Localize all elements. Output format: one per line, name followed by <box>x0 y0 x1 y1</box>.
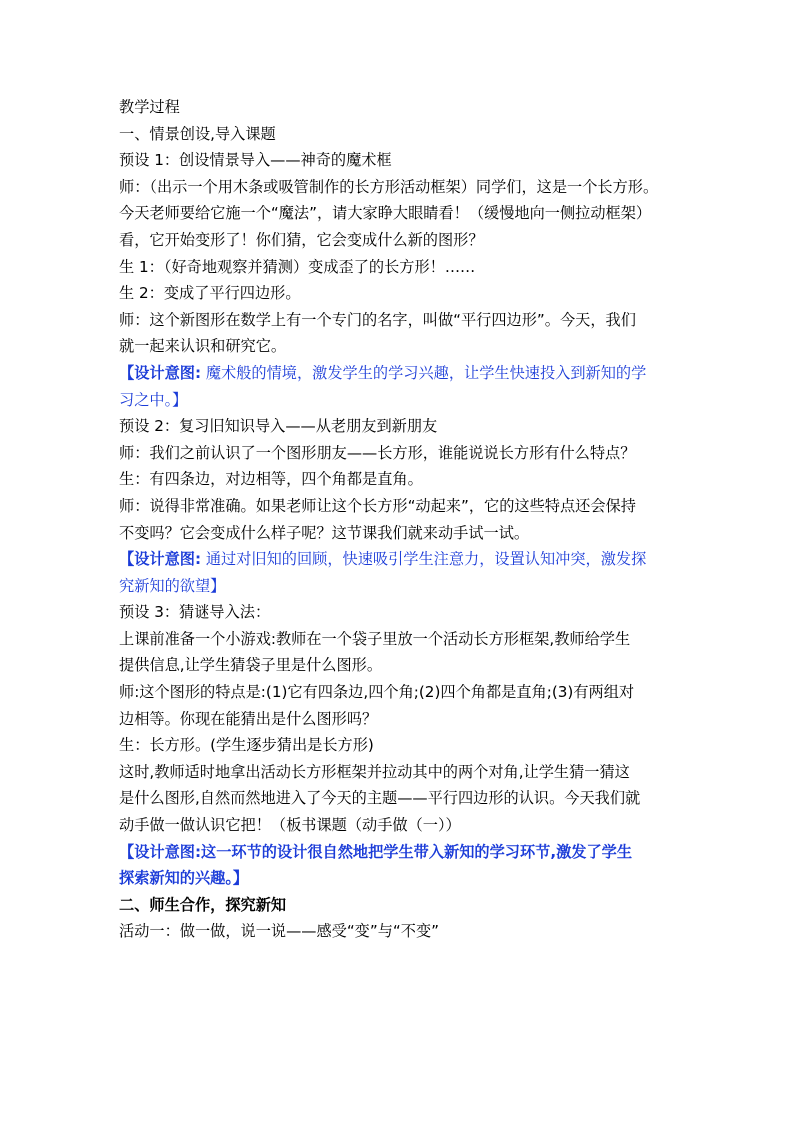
text-line-28 <box>119 812 689 839</box>
text-line-31 <box>119 892 689 919</box>
line-text: 是什么图形,自然而然地进入了今天的主题——平行四边形的认识。今天我们就 <box>119 789 641 808</box>
text-line-5 <box>119 200 689 227</box>
text-line-3 <box>119 147 689 174</box>
design-intent-label: 【设计意图: <box>119 363 202 382</box>
text-line-23 <box>119 679 689 706</box>
text-line-22 <box>119 652 689 679</box>
line-text: 通过对旧知的回顾，快速吸引学生注意力，设置认知冲突，激发探 <box>201 550 647 569</box>
line-text: 预设 3：猜谜导入法： <box>119 603 271 622</box>
line-text: 看，它开始变形了！你们猜，它会变成什么新的图形？ <box>119 230 484 249</box>
text-line-32 <box>119 918 689 945</box>
line-text: 师：（出示一个用木条或吸管制作的长方形活动框架）同学们，这是一个长方形。 <box>119 177 659 196</box>
line-text: 探索新知的兴趣。】 <box>119 869 249 888</box>
line-text: 一、情景创设,导入课题 <box>119 124 276 143</box>
line-text: 上课前准备一个小游戏:教师在一个袋子里放一个活动长方形框架,教师给学生 <box>119 629 631 648</box>
text-line-14 <box>119 440 689 467</box>
line-text: 【设计意图:这一环节的设计很自然地把学生带入新知的学习环节,激发了学生 <box>119 842 633 861</box>
line-text: 这时,教师适时地拿出活动长方形框架并拉动其中的两个对角,让学生猜一猜这 <box>119 762 630 781</box>
text-line-8 <box>119 280 689 307</box>
line-text: 师：我们之前认识了一个图形朋友——长方形，谁能说说长方形有什么特点？ <box>119 443 636 462</box>
text-line-4 <box>119 174 689 201</box>
line-text: 习之中。】 <box>119 390 188 409</box>
text-line-19 <box>119 573 689 600</box>
line-text: 生 2：变成了平行四边形。 <box>119 284 301 303</box>
line-text: 边相等。你现在能猜出是什么图形吗？ <box>119 709 378 728</box>
text-line-1 <box>119 94 689 121</box>
line-text: 今天老师要给它施一个“魔法”，请大家睁大眼睛看！（缓慢地向一侧拉动框架） <box>119 204 652 223</box>
document-body <box>119 94 689 945</box>
text-line-29 <box>119 839 689 866</box>
text-line-7 <box>119 254 689 281</box>
text-line-11 <box>119 360 689 387</box>
text-line-30 <box>119 865 689 892</box>
line-text: 教学过程 <box>119 98 180 116</box>
line-text: 生：有四条边，对边相等，四个角都是直角。 <box>119 470 423 489</box>
line-text: 师:这个图形的特点是:(1)它有四条边,四个角;(2)四个角都是直角;(3)有两组对 <box>119 683 635 702</box>
text-line-15 <box>119 466 689 493</box>
text-line-12 <box>119 387 689 414</box>
line-text: 二、师生合作，探究新知 <box>119 895 287 914</box>
line-text: 预设 1：创设情景导入——神奇的魔术框 <box>119 151 392 170</box>
text-line-10 <box>119 333 689 360</box>
line-text: 魔术般的情境，激发学生的学习兴趣，让学生快速投入到新知的学 <box>201 363 647 382</box>
text-line-16 <box>119 493 689 520</box>
line-text: 活动一：做一做，说一说——感受“变”与“不变” <box>119 922 440 941</box>
text-line-21 <box>119 626 689 653</box>
line-text: 究新知的欲望】 <box>119 576 226 595</box>
text-line-6 <box>119 227 689 254</box>
text-line-17 <box>119 520 689 547</box>
text-line-18 <box>119 546 689 573</box>
text-line-2 <box>119 121 689 148</box>
line-text: 师：这个新图形在数学上有一个专门的名字，叫做“平行四边形”。今天，我们 <box>119 310 636 329</box>
line-text: 就一起来认识和研究它。 <box>119 337 287 356</box>
line-text: 提供信息,让学生猜袋子里是什么图形。 <box>119 656 383 675</box>
line-text: 生 1：（好奇地观察并猜测）变成歪了的长方形！…… <box>119 257 476 276</box>
line-text: 不变吗？它会变成什么样子呢？这节课我们就来动手试一试。 <box>119 523 530 542</box>
text-line-24 <box>119 706 689 733</box>
design-intent-label: 【设计意图: <box>119 550 202 569</box>
line-text: 预设 2：复习旧知识导入——从老朋友到新朋友 <box>119 417 438 436</box>
text-line-27 <box>119 785 689 812</box>
text-line-25 <box>119 732 689 759</box>
line-text: 生：长方形。(学生逐步猜出是长方形) <box>119 736 374 755</box>
text-line-20 <box>119 599 689 626</box>
text-line-13 <box>119 413 689 440</box>
text-line-26 <box>119 759 689 786</box>
text-line-9 <box>119 307 689 334</box>
line-text: 师：说得非常准确。如果老师让这个长方形“动起来”，它的这些特点还会保持 <box>119 496 636 515</box>
line-text: 动手做一做认识它把！（板书课题（动手做（一）） <box>119 816 461 835</box>
